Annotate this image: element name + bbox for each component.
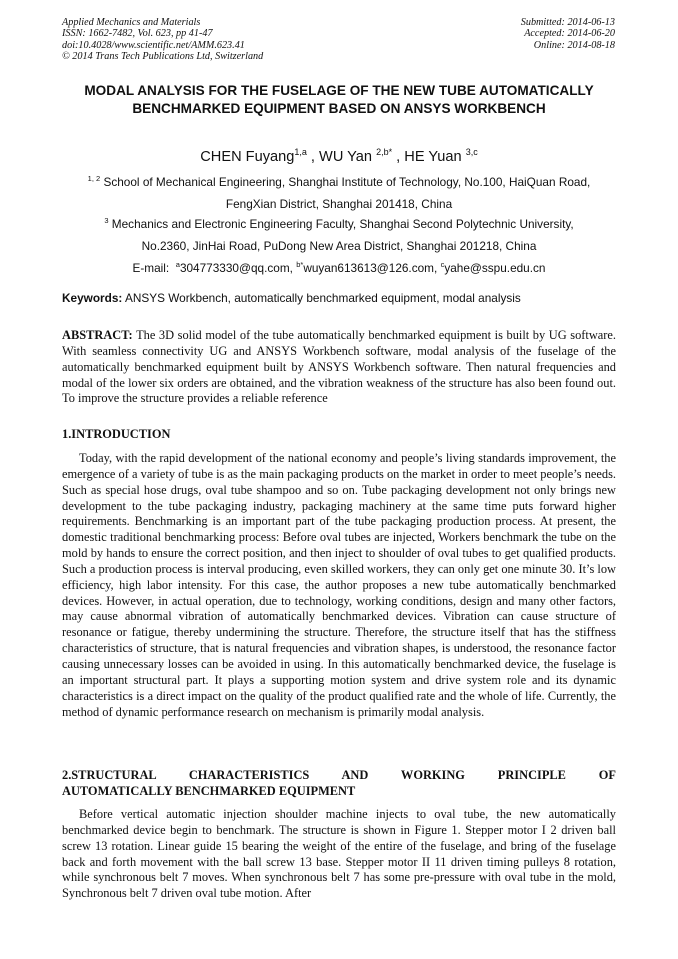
submission-dates — [521, 17, 615, 51]
email-label: E-mail: — [132, 261, 170, 275]
author-list: CHEN Fuyang$^{1,a}$ , WU Yan $^{2,b*}$ , HE Yuan $^{3,c}$ — [200, 147, 478, 165]
email-mark: c — [440, 260, 445, 269]
affiliation-2 — [40, 210, 638, 257]
section-heading-line: 2.STRUCTURAL CHARACTERISTICS AND WORKING PRINCIPLE OF — [62, 768, 616, 782]
section-heading-line: AUTOMATICALLY BENCHMARKED EQUIPMENT — [62, 783, 356, 798]
affiliation-line: School of Mechanical Engineering, Shanghai Institute of Technology, No.100, HaiQuan Road, — [103, 175, 591, 189]
email-line — [40, 254, 638, 279]
keywords-text: ANSYS Workbench, automatically benchmarked equipment, modal analysis — [124, 291, 521, 305]
section-heading-introduction: 1.INTRODUCTION — [62, 427, 171, 441]
affiliation-mark: 1, 2 — [87, 174, 101, 183]
abstract-text: The 3D solid model of the tube automatically benchmarked equipment is built by UG software. With seamless connectivity UG and ANSYS Workbench software, modal analysis of the fuselage of the automatically benchmarked equipment built by ANSYS Workbench software. Then natural frequencies and modal of the lower six orders are obtained, and the vibration weakness of the structure has also been found out. To improve the structure provides a reliable reference — [62, 328, 617, 406]
email-mark: a — [175, 260, 180, 269]
abstract-label: ABSTRACT: — [62, 328, 133, 342]
doi-line: doi:10.4028/www.scientific.net/AMM.623.41 — [62, 39, 245, 51]
submitted-date: Submitted: 2014-06-13 — [520, 17, 615, 28]
keywords-label: Keywords: — [62, 291, 123, 305]
journal-info — [62, 17, 263, 63]
keywords — [62, 290, 617, 306]
affiliation-line: Mechanics and Electronic Engineering Faculty, Shanghai Second Polytechnic University, — [111, 217, 574, 231]
abstract — [62, 328, 616, 407]
online-date: Online: 2014-08-18 — [533, 39, 615, 51]
author-name: HE Yuan — [404, 149, 462, 165]
section-heading-structure — [62, 768, 616, 800]
email-link-a[interactable]: 304773330@qq.com, — [179, 261, 293, 275]
author-name: CHEN Fuyang — [200, 149, 295, 165]
affiliation-line: FengXian District, Shanghai 201418, China — [225, 197, 453, 211]
issn-line: ISSN: 1662-7482, Vol. 623, pp 41-47 — [62, 28, 213, 40]
affiliation-line: No.2360, JinHai Road, PuDong New Area District, Shanghai 201218, China — [141, 239, 537, 253]
author-affiliation-mark: 3,c — [465, 147, 478, 157]
author-affiliation-mark: 2,b* — [376, 147, 393, 157]
author-name: WU Yan — [319, 149, 373, 165]
email-mark: b* — [296, 260, 304, 269]
journal-name: Applied Mechanics and Materials — [62, 17, 201, 28]
affiliation-mark: 3 — [104, 216, 109, 225]
author-affiliation-mark: 1,a — [294, 147, 307, 157]
email-link-b[interactable]: wuyan613613@126.com, — [303, 261, 438, 275]
email-link-c[interactable]: yahe@sspu.edu.cn — [444, 261, 546, 275]
accepted-date: Accepted: 2014-06-20 — [524, 28, 615, 40]
paper-title: MODAL ANALYSIS FOR THE FUSELAGE OF THE NEW TUBE AUTOMATICALLY BENCHMARKED EQUIPMENT BASED ON ANSYS WORKBENCH — [84, 83, 594, 116]
affiliation-1 — [40, 168, 638, 215]
structure-paragraph: Before vertical automatic injection shoulder machine injects to oval tube, the new automatically benchmarked device begin to benchmark. The structure is shown in Figure 1. Stepper motor I 2 driven ball screw 13 rotation. Linear guide 15 bearing the weight of the entire of the fuselage, and bring of the fuselage back and forth movement with the ball screw 13 base. Stepper motor II 11 driven timing pulleys 8 rotation, while synchronous belt 7 moves. When synchronous belt 7 has some pre-pressure with oval tube in the mold, Synchronous belt 7 driven oval tube motion. After — [62, 807, 616, 901]
copyright-line: © 2014 Trans Tech Publications Ltd, Switzerland — [62, 51, 264, 63]
introduction-paragraph: Today, with the rapid development of the national economy and people’s living standards improvement, the emergence of a variety of tube is as the main packaging products on the market in order to meet people’s needs. Such as special hose drugs, oval tube shampoo and so on. Tube packaging development not only brings new development to the tube packaging industry, packaging machinery at the same time puts forward higher requirements. Benchmarking is an important part of the tube packaging production process. At present, the domestic traditional benchmarking process: Before oval tubes are injected, Workers benchmark the tube on the mold by hands to ensure the correct position, and then inject to shoulder of oval tubes to get qualified products. Such a production process is interval producing, even skilled workers, they can only get one minute 30. It’s low efficiency, high labor intensity. For this case, the author proposes a new tube automatically benchmarked devices. However, in actual operation, due to technology, working conditions, design and many other factors, may cause abnormal vibration of automatically benchmarked devices. Vibration can cause structure of resonance or fatigue, thereby undermining the structure. Therefore, the structure itself that has the stiffness characteristics of structure, that is natural frequencies and vibration shapes, is understood, the resonance factor causing unnecessary losses can be avoided in using. In this automatically benchmarked device, the fuselage is an important structural part. It plays a supporting motion system and drive system role and its dynamic characteristics is a direct impact on the quality of the product qualified rate and the whole of life. Currently, the method of dynamic performance research on mechanism is primarily modal analysis. — [62, 451, 616, 719]
